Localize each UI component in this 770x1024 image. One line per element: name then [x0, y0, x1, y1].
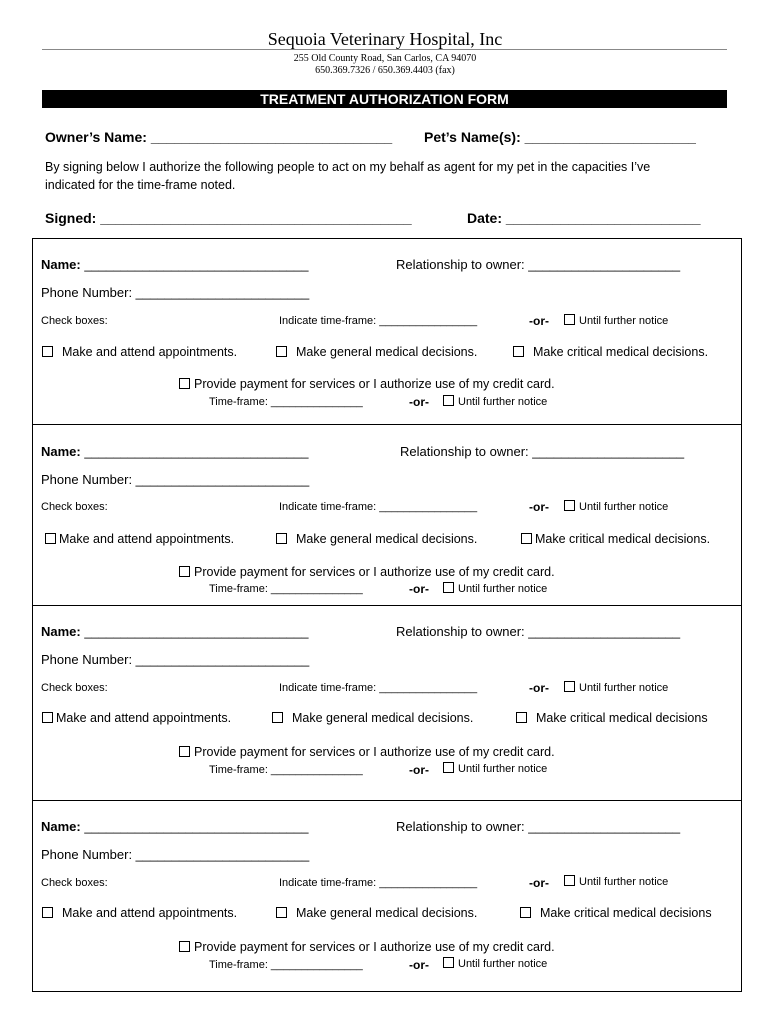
general-decisions-label: Make general medical decisions.	[296, 345, 478, 359]
checkbox-icon[interactable]	[42, 907, 53, 918]
checkbox-icon[interactable]	[564, 875, 575, 886]
agent-name-label: Name:	[41, 444, 85, 459]
general-decisions-label: Make general medical decisions.	[296, 532, 478, 546]
general-decisions-option[interactable]	[276, 532, 477, 546]
payment-option[interactable]	[179, 745, 555, 759]
agent-name-label: Name:	[41, 819, 85, 834]
intro-line-1: By signing below I authorize the following people to act on my behalf as agent for my pet in the capacities I’ve	[45, 160, 651, 174]
appointments-label: Make and attend appointments.	[62, 345, 238, 359]
checkbox-icon[interactable]	[520, 907, 531, 918]
checkbox-icon[interactable]	[179, 566, 190, 577]
check-boxes-label: Check boxes:	[41, 315, 108, 327]
checkbox-icon[interactable]	[42, 346, 53, 357]
until-label: Until further notice	[458, 583, 548, 595]
phone-field[interactable]: Phone Number: ________________________	[41, 847, 310, 862]
appointments-option[interactable]	[42, 711, 231, 725]
appointments-option[interactable]	[45, 532, 234, 546]
payment-option[interactable]	[179, 565, 555, 579]
until-label: Until further notice	[579, 501, 669, 513]
checkbox-icon[interactable]	[45, 533, 56, 544]
payment-option[interactable]	[179, 377, 555, 391]
payment-until-option[interactable]	[443, 957, 547, 970]
agent-name-field[interactable]	[41, 819, 309, 834]
checkbox-icon[interactable]	[272, 712, 283, 723]
intro-line-2: indicated for the time-frame noted.	[45, 178, 236, 192]
critical-decisions-option[interactable]	[521, 532, 710, 546]
payment-timeframe-field[interactable]: Time-frame: _______________	[209, 583, 363, 595]
payment-until-option[interactable]	[443, 582, 547, 595]
critical-decisions-label: Make critical medical decisions	[540, 906, 712, 920]
agent-name-label: Name:	[41, 624, 85, 639]
hospital-phones: 650.369.7326 / 650.369.4403 (fax)	[315, 65, 455, 76]
header-divider	[42, 49, 727, 50]
agent-name-field[interactable]	[41, 257, 309, 272]
until-label: Until further notice	[458, 763, 548, 775]
payment-until-option[interactable]	[443, 395, 547, 408]
timeframe-field[interactable]: Indicate time-frame: ________________	[279, 501, 478, 513]
critical-decisions-label: Make critical medical decisions	[536, 711, 708, 725]
checkbox-icon[interactable]	[443, 582, 454, 593]
until-label: Until further notice	[579, 315, 669, 327]
phone-field[interactable]: Phone Number: ________________________	[41, 652, 310, 667]
relationship-field[interactable]: Relationship to owner: _____________________	[400, 444, 685, 459]
payment-label: Provide payment for services or I authorize use of my credit card.	[194, 377, 555, 391]
or-label: -or-	[529, 500, 549, 514]
agent-name-label: Name:	[41, 257, 85, 272]
general-decisions-label: Make general medical decisions.	[296, 906, 478, 920]
checkbox-icon[interactable]	[179, 378, 190, 389]
checkbox-icon[interactable]	[564, 500, 575, 511]
payment-label: Provide payment for services or I authorize use of my credit card.	[194, 940, 555, 954]
until-further-notice-option[interactable]	[564, 500, 668, 513]
critical-decisions-option[interactable]	[513, 345, 708, 359]
relationship-field[interactable]: Relationship to owner: _____________________	[396, 257, 681, 272]
agent-name-field[interactable]	[41, 444, 309, 459]
payment-label: Provide payment for services or I authorize use of my credit card.	[194, 565, 555, 579]
timeframe-field[interactable]: Indicate time-frame: ________________	[279, 315, 478, 327]
agent-name-blank: _______________________________	[84, 819, 309, 834]
critical-decisions-option[interactable]	[516, 711, 708, 725]
appointments-label: Make and attend appointments.	[56, 711, 232, 725]
hospital-address: 255 Old County Road, San Carlos, CA 94070	[293, 53, 477, 64]
general-decisions-option[interactable]	[272, 711, 473, 725]
checkbox-icon[interactable]	[42, 712, 53, 723]
payment-option[interactable]	[179, 940, 555, 954]
check-boxes-label: Check boxes:	[41, 877, 108, 889]
agent-name-field[interactable]	[41, 624, 309, 639]
checkbox-icon[interactable]	[513, 346, 524, 357]
payment-until-option[interactable]	[443, 762, 547, 775]
or-label: -or-	[529, 876, 549, 890]
owner-name-field[interactable]: Owner’s Name: _______________________________	[45, 129, 393, 145]
hospital-name: Sequoia Veterinary Hospital, Inc	[267, 29, 503, 49]
appointments-option[interactable]	[42, 906, 237, 920]
or-label: -or-	[409, 763, 429, 777]
checkbox-icon[interactable]	[276, 346, 287, 357]
checkbox-icon[interactable]	[443, 762, 454, 773]
payment-timeframe-field[interactable]: Time-frame: _______________	[209, 396, 363, 408]
checkbox-icon[interactable]	[179, 941, 190, 952]
critical-decisions-label: Make critical medical decisions.	[533, 345, 709, 359]
appointments-label: Make and attend appointments.	[59, 532, 235, 546]
checkbox-icon[interactable]	[521, 533, 532, 544]
payment-timeframe-field[interactable]: Time-frame: _______________	[209, 959, 363, 971]
agent-name-blank: _______________________________	[84, 624, 309, 639]
checkbox-icon[interactable]	[564, 681, 575, 692]
or-label: -or-	[529, 681, 549, 695]
signature-field[interactable]: Signed: ________________________________________	[45, 210, 412, 226]
timeframe-field[interactable]: Indicate time-frame: ________________	[279, 682, 478, 694]
checkbox-icon[interactable]	[276, 533, 287, 544]
until-label: Until further notice	[579, 682, 669, 694]
date-field[interactable]: Date: _________________________	[467, 210, 701, 226]
relationship-field[interactable]: Relationship to owner: _____________________	[396, 624, 681, 639]
checkbox-icon[interactable]	[564, 314, 575, 325]
checkbox-icon[interactable]	[443, 957, 454, 968]
until-further-notice-option[interactable]	[564, 681, 668, 694]
phone-field[interactable]: Phone Number: ________________________	[41, 285, 310, 300]
general-decisions-option[interactable]	[276, 345, 477, 359]
or-label: -or-	[409, 395, 429, 409]
until-label: Until further notice	[458, 958, 548, 970]
until-further-notice-option[interactable]	[564, 875, 668, 888]
payment-timeframe-field[interactable]: Time-frame: _______________	[209, 764, 363, 776]
appointments-option[interactable]	[42, 345, 237, 359]
general-decisions-label: Make general medical decisions.	[292, 711, 474, 725]
or-label: -or-	[529, 314, 549, 328]
pets-name-field[interactable]: Pet’s Name(s): ______________________	[424, 129, 696, 145]
critical-decisions-label: Make critical medical decisions.	[535, 532, 711, 546]
check-boxes-label: Check boxes:	[41, 682, 108, 694]
checkbox-icon[interactable]	[516, 712, 527, 723]
critical-decisions-option[interactable]	[520, 906, 712, 920]
agent-name-blank: _______________________________	[84, 444, 309, 459]
general-decisions-option[interactable]	[276, 906, 477, 920]
appointments-label: Make and attend appointments.	[62, 906, 238, 920]
until-label: Until further notice	[579, 876, 669, 888]
checkbox-icon[interactable]	[179, 746, 190, 757]
until-label: Until further notice	[458, 396, 548, 408]
checkbox-icon[interactable]	[443, 395, 454, 406]
checkbox-icon[interactable]	[276, 907, 287, 918]
phone-field[interactable]: Phone Number: ________________________	[41, 472, 310, 487]
timeframe-field[interactable]: Indicate time-frame: ________________	[279, 877, 478, 889]
or-label: -or-	[409, 582, 429, 596]
check-boxes-label: Check boxes:	[41, 501, 108, 513]
or-label: -or-	[409, 958, 429, 972]
relationship-field[interactable]: Relationship to owner: _____________________	[396, 819, 681, 834]
until-further-notice-option[interactable]	[564, 314, 668, 327]
form-title: TREATMENT AUTHORIZATION FORM	[42, 90, 727, 108]
agent-name-blank: _______________________________	[84, 257, 309, 272]
payment-label: Provide payment for services or I authorize use of my credit card.	[194, 745, 555, 759]
